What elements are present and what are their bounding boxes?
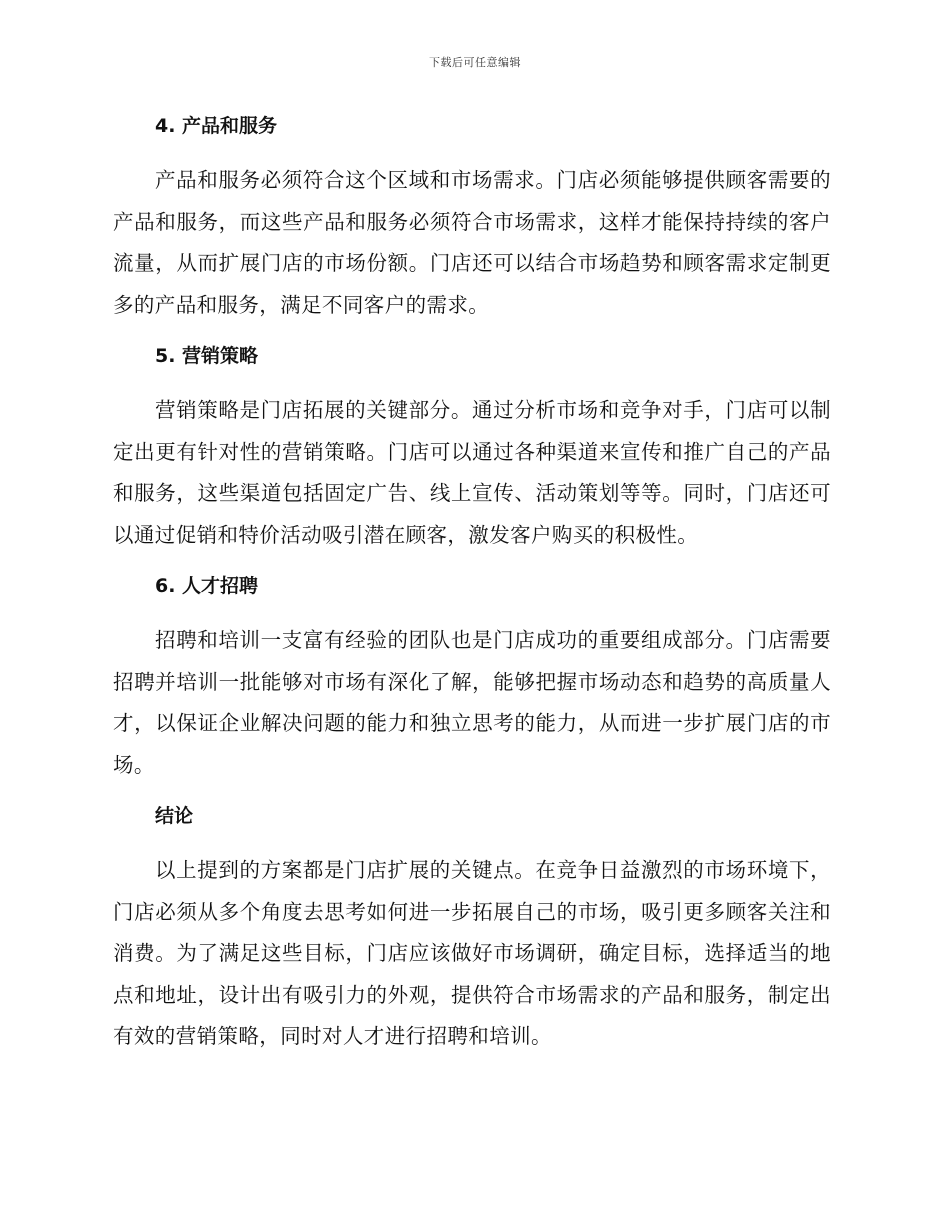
document-body — [113, 108, 831, 1070]
section-conclusion — [113, 798, 831, 1058]
page-header: 下载后可任意编辑 — [429, 56, 521, 69]
section-heading: 结论 — [155, 805, 194, 827]
section-products-services — [113, 108, 831, 326]
section-heading: 6. 人才招聘 — [155, 575, 259, 597]
section-paragraph: 招聘和培训一支富有经验的团队也是门店成功的重要组成部分。门店需要招聘并培训一批能够对市场有深化了解，能够把握市场动态和趋势的高质量人才，以保证企业解决问题的能力和独立思考的能力，从而进一步扩展门店的市场。 — [113, 628, 831, 777]
section-paragraph: 产品和服务必须符合这个区域和市场需求。门店必须能够提供顾客需要的产品和服务，而这些产品和服务必须符合市场需求，这样才能保持持续的客户流量，从而扩展门店的市场份额。门店还可以结合市场趋势和顾客需求定制更多的产品和服务，满足不同客户的需求。 — [113, 168, 831, 317]
section-heading: 5. 营销策略 — [155, 345, 259, 367]
section-paragraph: 营销策略是门店拓展的关键部分。通过分析市场和竞争对手，门店可以制定出更有针对性的营销策略。门店可以通过各种渠道来宣传和推广自己的产品和服务，这些渠道包括固定广告、线上宣传、活动策划等等。同时，门店还可以通过促销和特价活动吸引潜在顾客，激发客户购买的积极性。 — [113, 398, 831, 547]
section-paragraph: 以上提到的方案都是门店扩展的关键点。在竞争日益激烈的市场环境下，门店必须从多个角度去思考如何进一步拓展自己的市场，吸引更多顾客关注和消费。为了满足这些目标，门店应该做好市场调研，确定目标，选择适当的地点和地址，设计出有吸引力的外观，提供符合市场需求的产品和服务，制定出有效的营销策略，同时对人才进行招聘和培训。 — [113, 858, 831, 1048]
section-marketing-strategy — [113, 338, 831, 556]
section-heading: 4. 产品和服务 — [155, 115, 278, 137]
section-talent-recruitment — [113, 568, 831, 786]
